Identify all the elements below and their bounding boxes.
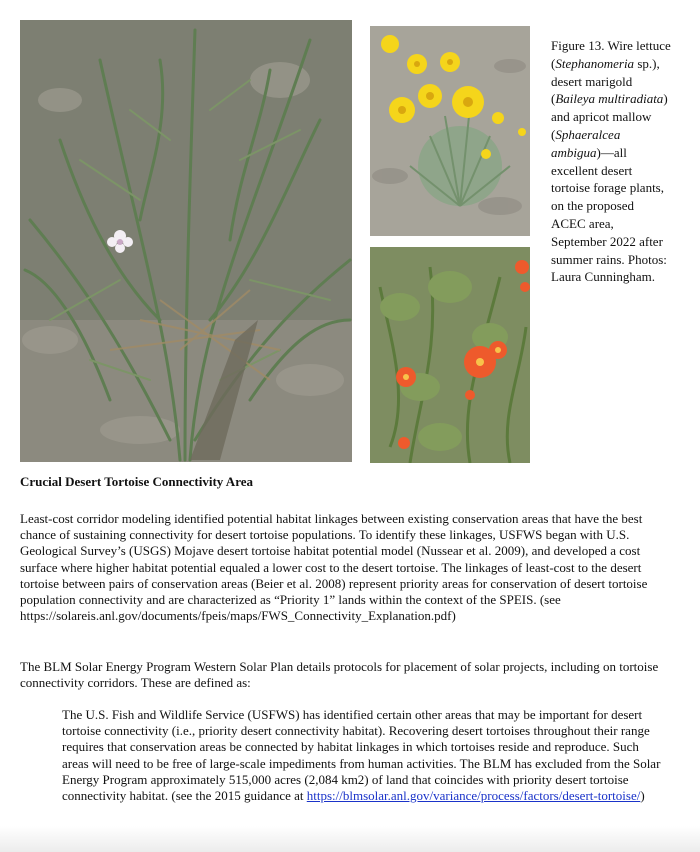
caption-species-name: Baileya multiradiata [555, 91, 664, 107]
usfws-quote [62, 707, 662, 804]
page-bottom-edge [0, 826, 700, 852]
paragraph-solar-plan: The BLM Solar Energy Program Western Solar Plan details protocols for placement of solar projects, including on tortoise connectivity corridors. These are defined as: [20, 659, 659, 691]
apricot-mallow-photo [370, 247, 530, 463]
caption-text: ) and apricot mallow ( [551, 91, 668, 142]
paragraph-connectivity-modeling: Least-cost corridor modeling identified potential habitat linkages between existing conservation areas that have the best chance of sustaining connectivity for desert tortoise populations. To identify these linkages, USFWS began with U.S. Geological Survey’s (USGS) Mojave desert tortoise habitat potential model (Nussear et al. 2009), and developed a cost surface where higher habitat potential equaled a lower cost to the desert tortoise. The linkages of least-cost to the desert tortoise between pairs of conservation areas (Beier et al. 2008) represent priority areas for conservation of desert tortoise population connectivity and are characterized as “Priority 1” lands within the context of the SPEIS. (see https://solareis.anl.gov/documents/fpeis/maps/FWS_Connectivity_Explanation.pdf) [20, 511, 648, 624]
quote-text: The U.S. Fish and Wildlife Service (USFWS) has identified certain other areas that may be important for desert tortoise connectivity (i.e., priority desert connectivity habitat). Recovering desert tortoises throughout their range requires that conservation areas be connected by habitat linkages in which tortoises reside and reproduce. Such areas will need to be free of large-scale impediments from human activities. The BLM has excluded from the Solar Energy Program approximately 515,000 acres (2,084 km2) of land that coincides with priority desert tortoise connectivity habitat. (see the 2015 guidance at [62, 707, 661, 804]
caption-species-name: Sphaeralcea ambigua [551, 126, 621, 160]
quote-end: ) [640, 788, 645, 804]
section-heading: Crucial Desert Tortoise Connectivity Area [20, 474, 253, 489]
caption-text: sp.), desert marigold ( [551, 55, 660, 107]
caption-text: )—all excellent desert tortoise forage plants, on the proposed ACEC area, September 2022 after summer rains. Photos: Laura Cunningham. [551, 144, 667, 285]
desert-marigold-photo [370, 26, 530, 236]
wire-lettuce-photo [20, 20, 352, 462]
caption-text: Figure 13. Wire lettuce ( [551, 38, 671, 71]
caption-species-name: Stephanomeria [555, 55, 635, 71]
figure-caption [551, 37, 671, 286]
blm-guidance-link[interactable]: https://blmsolar.anl.gov/variance/process/factors/desert-tortoise/ [306, 788, 641, 804]
